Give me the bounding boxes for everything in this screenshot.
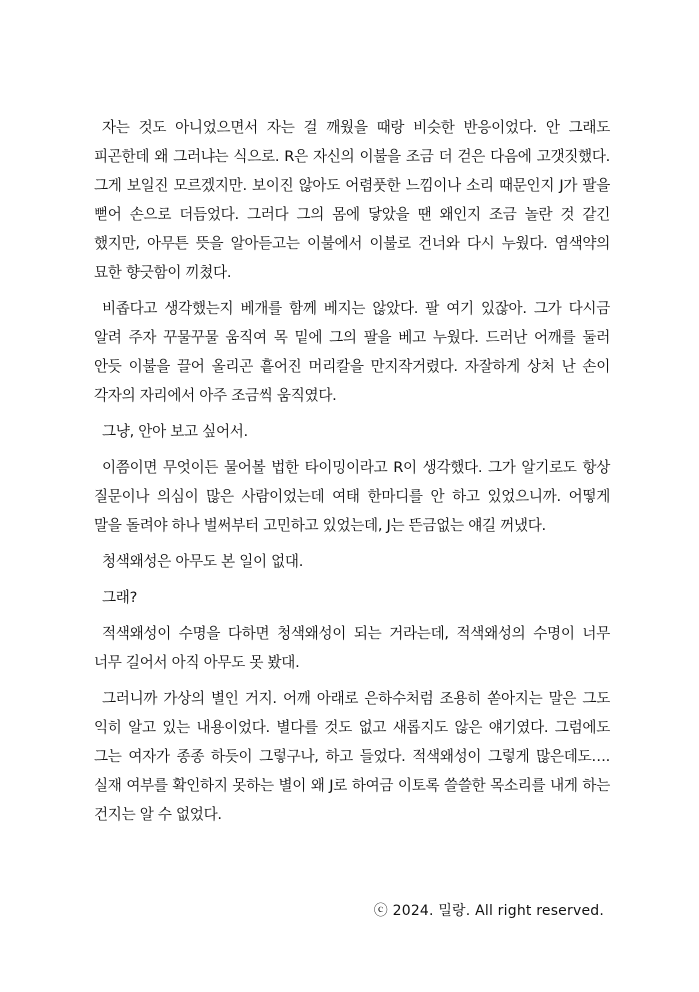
paragraph: 그래? (102, 589, 138, 606)
document-body (94, 113, 610, 836)
paragraph: 이쯤이면 무엇이든 물어볼 법한 타이밍이라고 R이 생각했다. 그가 알기로도 항상 질문이나 의심이 많은 사람이었는데 여태 한마디를 안 하고 있었으니까. 어떻게 말을 돌려야 하나 벌써부터 고민하고 있었는데, J는 뜬금없는 얘길 꺼냈다. (94, 459, 610, 534)
paragraph: 청색왜성은 아무도 본 일이 없대. (102, 553, 304, 570)
paragraph: 적색왜성이 수명을 다하면 청색왜성이 되는 거라는데, 적색왜성의 수명이 너무 너무 길어서 아직 아무도 못 봤대. (94, 625, 610, 671)
paragraph: 그러니까 가상의 별인 거지. 어깨 아래로 은하수처럼 조용히 쏟아지는 말은 그도 익히 알고 있는 내용이었다. 별다를 것도 없고 새롭지도 않은 얘기였다. 그럼에도 그는 여자가 종종 하듯이 그렇구나, 하고 들었다. 적색왜성이 그렇게 많은데도…. 실재 여부를 확인하지 못하는 별이 왜 J로 하여금 이토록 쓸쓸한 목소리를 내게 하는 건지는 알 수 없었다. (94, 690, 610, 823)
paragraph: 비좁다고 생각했는지 베개를 함께 베지는 않았다. 팔 여기 있잖아. 그가 다시금 알려 주자 꾸물꾸물 움직여 목 밑에 그의 팔을 베고 누웠다. 드러난 어깨를 둘러 안듯 이불을 끌어 올리곤 흩어진 머리칼을 만지작거렸다. 자잘하게 상처 난 손이 각자의 자리에서 아주 조금씩 움직였다. (94, 300, 610, 404)
paragraph: 자는 것도 아니었으면서 자는 걸 깨웠을 때랑 비슷한 반응이었다. 안 그래도 피곤한데 왜 그러냐는 식으로. R은 자신의 이불을 조금 더 걷은 다음에 고갯짓했다. 그게 보일진 모르겠지만. 보이진 않아도 어렴풋한 느낌이나 소리 때문인지 J가 팔을 뻗어 손으로 더듬었다. 그러다 그의 몸에 닿았을 땐 왜인지 조금 놀란 것 같긴 했지만, 아무튼 뜻을 알아듣고는 이불에서 이불로 건너와 다시 누웠다. 염색약의 묘한 향긋함이 끼쳤다. (94, 119, 610, 281)
copyright-notice: ⓒ 2024. 밀랑. All right reserved. (373, 903, 604, 919)
paragraph: 그냥, 안아 보고 싶어서. (102, 423, 248, 440)
